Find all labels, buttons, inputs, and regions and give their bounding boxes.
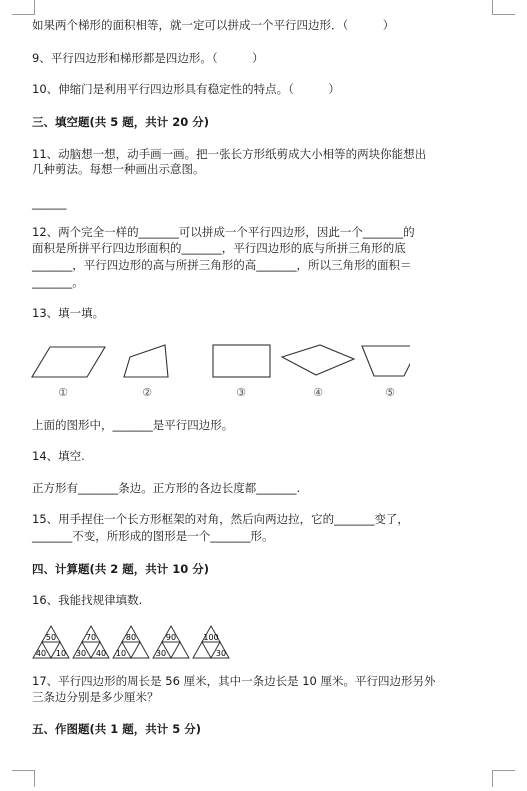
- corner-mark-bottom-left: [12, 770, 35, 787]
- shape-3-rectangle: [213, 345, 270, 377]
- triangle-top-number: 70: [85, 633, 97, 642]
- number-triangle-1: [32, 625, 70, 659]
- shape-2-quadrilateral: [124, 345, 168, 377]
- corner-mark-bottom-right: [492, 770, 515, 787]
- question-12-line-2: 面积是所拼平行四边形面积的_______，平行四边形的底与所拼三角形的底: [32, 241, 406, 255]
- section-5-heading: 五、作图题(共 1 题，共计 5 分): [32, 722, 202, 736]
- section-3-heading: 三、填空题(共 5 题，共计 20 分): [32, 115, 210, 129]
- question-14-text: 14、填空.: [32, 449, 85, 463]
- question-11-line-2: 几种剪法。每想一种画出示意图。: [32, 162, 205, 176]
- triangle-left-number: 40: [35, 649, 47, 658]
- triangle-right-number: 40: [95, 649, 107, 658]
- question-12-line-1: 12、两个完全一样的_______可以拼成一个平行四边形，因此一个_______的: [32, 225, 415, 239]
- question-15-line-2: _______不变，所形成的图形是一个_______形。: [32, 529, 274, 543]
- number-triangle-2: [72, 625, 110, 659]
- shape-1-parallelogram: [32, 347, 105, 377]
- triangle-right-number: 30: [215, 649, 227, 658]
- triangle-left-number: 30: [75, 649, 87, 658]
- number-triangle-5: [192, 625, 230, 659]
- question-17-line-1: 17、平行四边形的周长是 56 厘米，其中一条边长是 10 厘米。平行四边形另外: [32, 674, 436, 688]
- question-11-blank: ______: [32, 196, 67, 210]
- shapes-figure: [30, 339, 410, 403]
- shape-2-label: ②: [142, 386, 152, 399]
- question-13-answer-line: 上面的图形中，_______是平行四边形。: [32, 418, 234, 432]
- question-12-line-4: _______。: [32, 275, 84, 289]
- question-17-line-2: 三条边分别是多少厘米？: [32, 690, 159, 704]
- question-9-text: 9、平行四边形和梯形都是四边形。（ ）: [32, 51, 264, 65]
- triangle-top-number: 80: [125, 633, 137, 642]
- question-10-text: 10、伸缩门是利用平行四边形具有稳定性的特点。（ ）: [32, 82, 340, 96]
- triangle-top-number: 90: [165, 633, 177, 642]
- question-15-line-1: 15、用手捏住一个长方形框架的对角，然后向两边拉，它的_______变了，: [32, 512, 409, 526]
- question-8-text: 如果两个梯形的面积相等，就一定可以拼成一个平行四边形．（ ）: [32, 18, 395, 32]
- triangle-left-number: 30: [155, 649, 167, 658]
- question-12-line-3: _______，平行四边形的高与所拼三角形的高_______，所以三角形的面积＝: [32, 258, 412, 272]
- shape-4-parallelogram: [282, 345, 354, 375]
- triangle-top-number: 50: [45, 633, 57, 642]
- triangle-right-number: 10: [55, 649, 67, 658]
- shape-3-label: ③: [236, 386, 246, 399]
- shape-1-label: ①: [58, 386, 68, 399]
- corner-mark-top-right: [492, 0, 515, 15]
- shape-5-trapezoid: [362, 346, 410, 376]
- section-4-heading: 四、计算题(共 2 题，共计 10 分): [32, 562, 210, 576]
- question-14-line-1: 正方形有_______条边。正方形的各边长度都_______.: [32, 481, 301, 495]
- number-triangle-3: [112, 625, 150, 659]
- triangle-left-number: 10: [115, 649, 127, 658]
- corner-mark-top-left: [12, 0, 35, 15]
- question-11-line-1: 11、动脑想一想，动手画一画。把一张长方形纸剪成大小相等的两块你能想出: [32, 147, 427, 161]
- question-13-text: 13、填一填。: [32, 306, 105, 320]
- shape-4-label: ④: [313, 386, 323, 399]
- question-16-text: 16、我能找规律填数.: [32, 593, 143, 607]
- number-triangle-4: [152, 625, 190, 659]
- triangle-top-number: 100: [203, 633, 219, 642]
- shape-5-label: ⑤: [385, 386, 395, 399]
